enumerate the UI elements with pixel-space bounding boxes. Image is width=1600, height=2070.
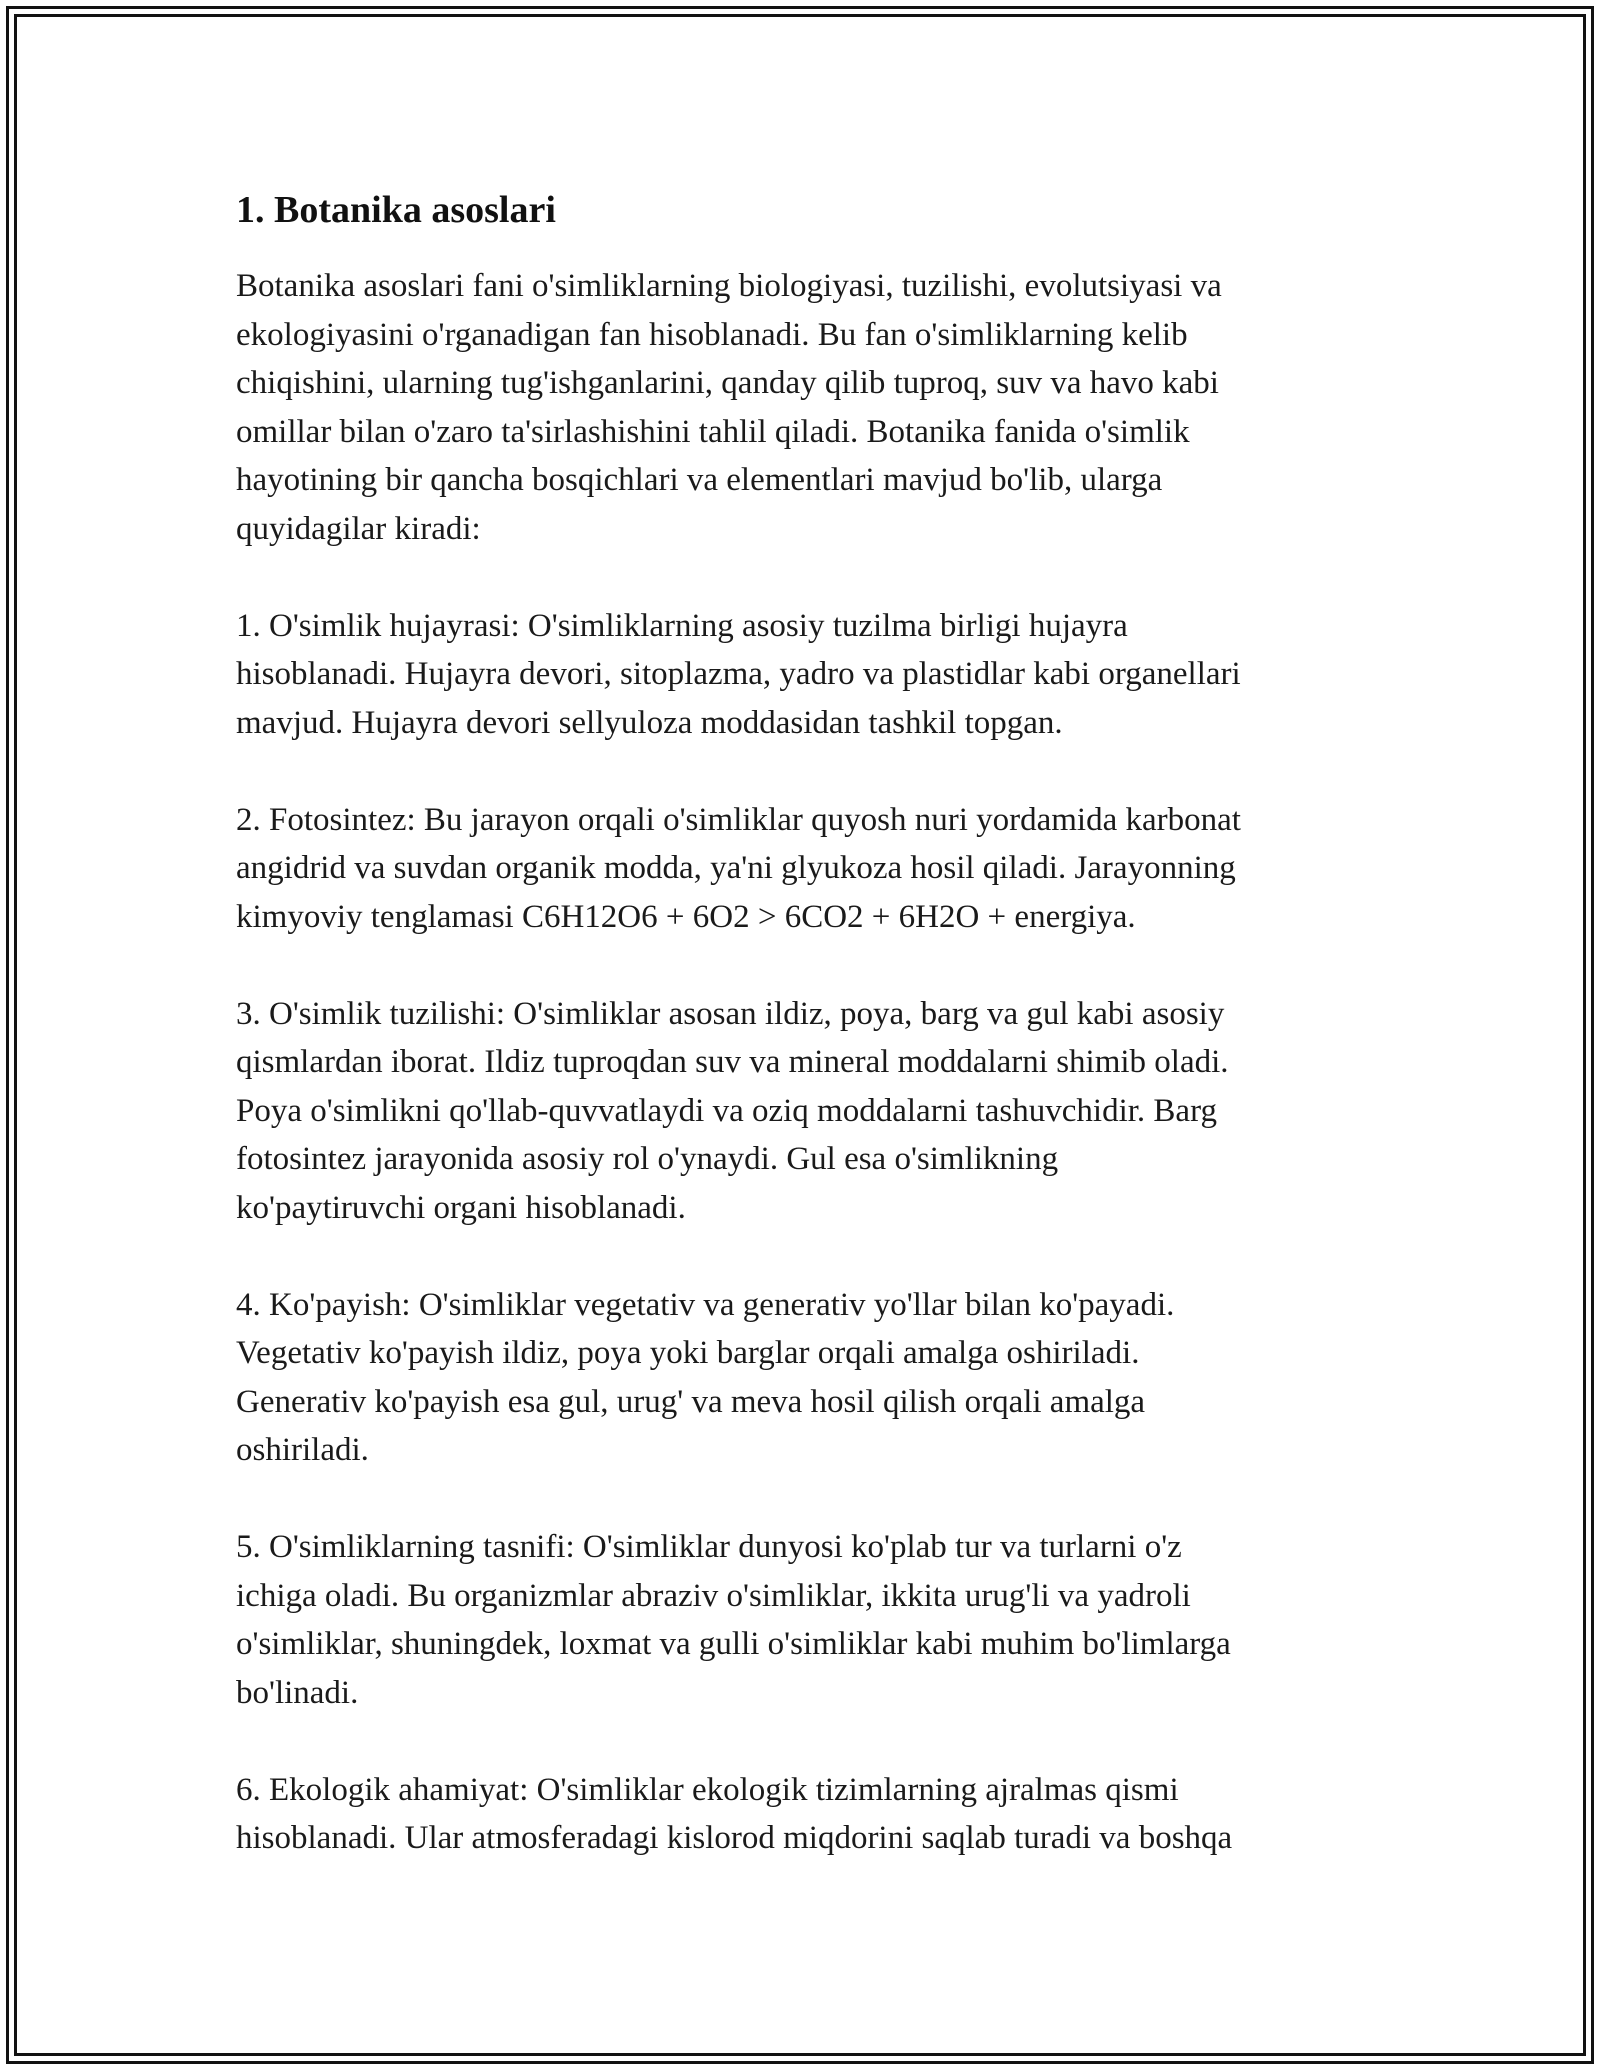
- paragraph-spacer: [236, 1232, 1386, 1281]
- paragraph-spacer: [236, 1475, 1386, 1524]
- section-photosynthesis: 2. Fotosintez: Bu jarayon orqali o'simliklar quyosh nuri yordamida karbonat angidrid va suvdan organik modda, ya'ni glyukoza hosil qiladi. Jarayonning kimyoviy tenglamasi C6H12O6 + 6O2 > 6CO2 + 6H2O + energiya.: [236, 801, 1241, 935]
- paragraph-spacer: [236, 747, 1386, 796]
- document-title: 1. Botanika asoslari: [236, 189, 556, 231]
- paragraph-spacer: [236, 941, 1386, 990]
- section-structure: 3. O'simlik tuzilishi: O'simliklar asosan ildiz, poya, barg va gul kabi asosiy qismlardan iborat. Ildiz tuproqdan suv va mineral moddalarni shimib oladi. Poya o'simlikni qo'llab-quvvatlaydi va oziq moddalarni tashuvchidir. Barg fotosintez jarayonida asosiy rol o'ynaydi. Gul esa o'simlikning ko'paytiruvchi organi hisoblanadi.: [236, 995, 1229, 1226]
- intro-paragraph: Botanika asoslari fani o'simliklarning biologiyasi, tuzilishi, evolutsiyasi va ekologiyasini o'rganadigan fan hisoblanadi. Bu fan o'simliklarning kelib chiqishini, ularning tug'ishganlarini, qanday qilib tuproq, suv va havo kabi omillar bilan o'zaro ta'sirlashishini tahlil qiladi. Botanika fanida o'simlik hayotining bir qancha bosqichlari va elementlari mavjud bo'lib, ularga quyidagilar kiradi:: [236, 268, 1222, 547]
- section-cell: 1. O'simlik hujayrasi: O'simliklarning asosiy tuzilma birligi hujayra hisoblanadi. Hujayra devori, sitoplazma, yadro va plastidlar kabi organellari mavjud. Hujayra devori sellyuloza moddasidan tashkil topgan.: [236, 607, 1241, 741]
- section-ecology: 6. Ekologik ahamiyat: O'simliklar ekologik tizimlarning ajralmas qismi hisoblanadi. Ular atmosferadagi kislorod miqdorini saqlab turadi va boshqa: [236, 1771, 1233, 1856]
- section-classification: 5. O'simliklarning tasnifi: O'simliklar dunyosi ko'plab tur va turlarni o'z ichiga oladi. Bu organizmlar abraziv o'simliklar, ikkita urug'li va yadroli o'simliklar, shuningdek, loxmat va gulli o'simliklar kabi muhim bo'limlarga bo'linadi.: [236, 1529, 1231, 1711]
- section-reproduction: 4. Ko'payish: O'simliklar vegetativ va generativ yo'llar bilan ko'payadi. Vegetativ ko'payish ildiz, poya yoki barglar orqali amalga oshiriladi. Generativ ko'payish esa gul, urug' va meva hosil qilish orqali amalga oshiriladi.: [236, 1286, 1175, 1468]
- paragraph-spacer: [236, 1717, 1386, 1766]
- paragraph-spacer: [236, 553, 1386, 602]
- document-page: [236, 186, 1386, 1863]
